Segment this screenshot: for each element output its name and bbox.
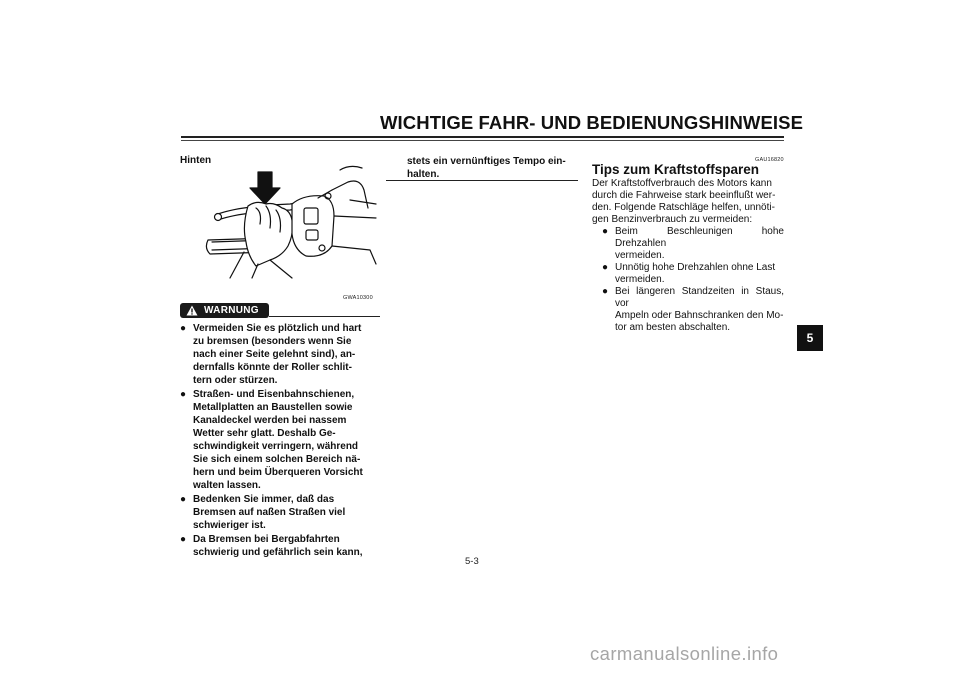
warning-bullet	[180, 322, 375, 387]
warning-bullet-text: Vermeiden Sie es plötzlich und hart zu bremsen (besonders wenn Sie nach einer Seite gelehnt sind), an- dernfalls könnte der Roller schlit- tern oder stürzen.	[193, 323, 362, 386]
warning-bullet-text: Straßen- und Eisenbahnschienen, Metallplatten an Baustellen sowie Kanaldeckel werden bei nassem Wetter sehr glatt. Deshalb Ge- schwindigkeit verringern, während Sie sich einem solchen Bereich nä- hern und beim Überqueren Vorsicht walten lassen.	[193, 389, 363, 491]
tips-heading: Tips zum Kraftstoffsparen	[592, 162, 760, 177]
header-rule-thick	[181, 136, 784, 138]
warning-end-rule	[386, 180, 578, 181]
chapter-tab: 5	[797, 325, 823, 351]
rear-brake-illustration	[200, 160, 380, 280]
tip-text: Beim Beschleunigen hohe Drehzahlen vermeiden.	[615, 226, 784, 261]
page-number: 5-3	[465, 556, 479, 567]
tips-section-code: GAU16820	[755, 157, 784, 163]
bullet-icon: ●	[180, 534, 187, 545]
warning-badge	[180, 303, 269, 318]
section-heading-hinten: Hinten	[180, 155, 212, 166]
bullet-icon: ●	[180, 494, 187, 505]
warning-label: WARNUNG	[204, 305, 259, 316]
page-header-title: WICHTIGE FAHR- UND BEDIENUNGSHINWEISE	[380, 112, 804, 133]
tip-text: Unnötig hohe Drehzahlen ohne Last vermeiden.	[615, 262, 776, 285]
bullet-icon: ●	[602, 226, 609, 237]
warning-bullet-list	[180, 322, 375, 560]
warning-bullet-text: Da Bremsen bei Bergabfahrten schwierig und gefährlich sein kann,	[193, 534, 363, 558]
bullet-icon: ●	[602, 262, 609, 273]
warning-continuation	[407, 155, 577, 181]
warning-bullet	[180, 388, 375, 492]
header-rule-thin	[181, 140, 784, 141]
tip-item	[602, 226, 784, 262]
watermark: carmanualsonline.info	[590, 643, 779, 664]
warning-continuation-text: stets ein vernünftiges Tempo ein- halten.	[407, 156, 566, 180]
warning-triangle-icon	[186, 305, 198, 316]
figure-code: GWA10300	[343, 295, 373, 301]
warning-bullet	[180, 493, 375, 532]
bullet-icon: ●	[602, 286, 609, 297]
tips-intro: Der Kraftstoffverbrauch des Motors kann durch die Fahrweise stark beeinflußt wer- den. Folgende Ratschläge helfen, unnöti- gen Benzinverbrauch zu vermeiden:	[592, 178, 776, 225]
warning-block-header	[180, 303, 380, 321]
bullet-icon: ●	[180, 323, 187, 334]
warning-bullet	[180, 533, 375, 559]
warning-rule	[269, 316, 380, 317]
tips-list	[602, 226, 784, 334]
tip-text: Bei längeren Standzeiten in Staus, vor Ampeln oder Bahnschranken den Mo- tor am besten abschalten.	[615, 286, 784, 333]
warning-bullet-text: Bedenken Sie immer, daß das Bremsen auf naßen Straßen viel schwieriger ist.	[193, 494, 346, 531]
bullet-icon: ●	[180, 389, 187, 400]
tip-item	[602, 286, 784, 334]
tip-item	[602, 262, 784, 286]
